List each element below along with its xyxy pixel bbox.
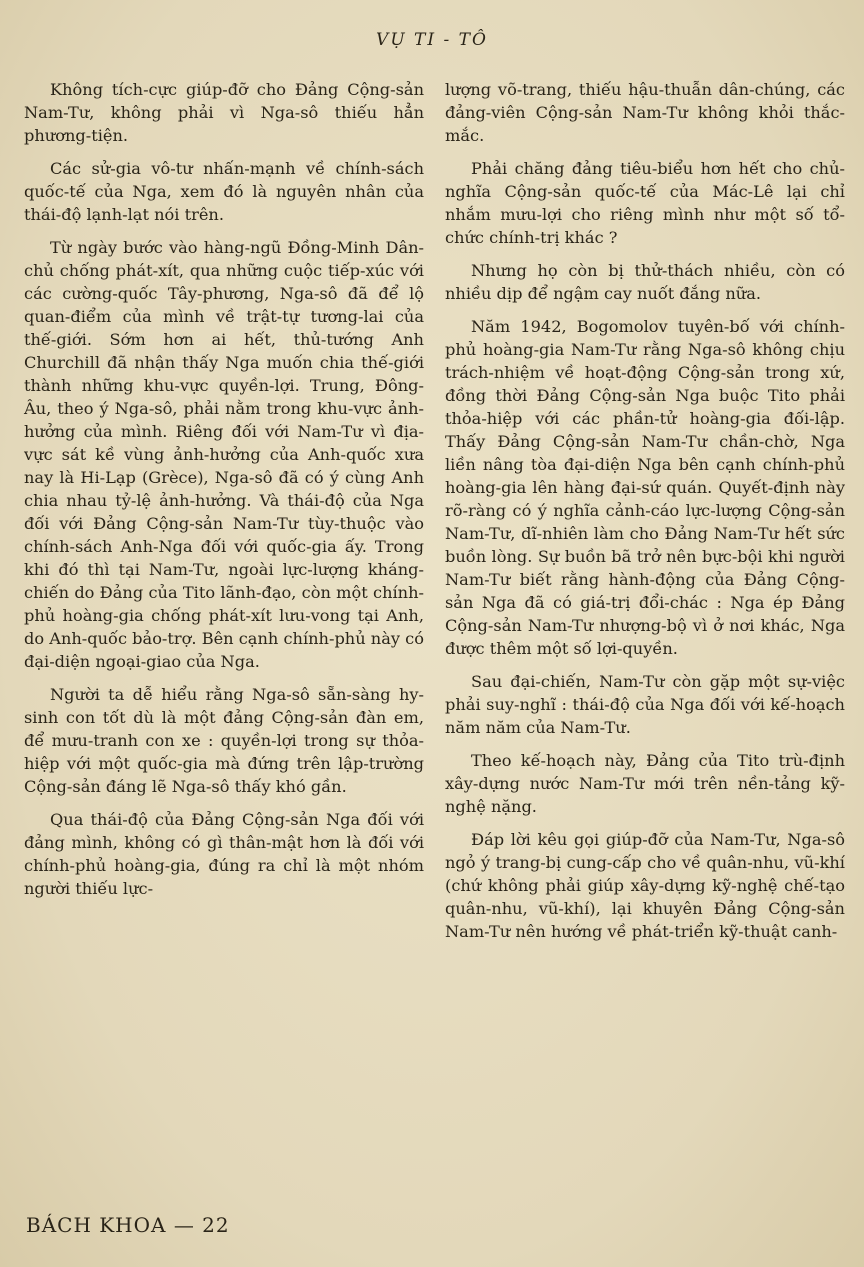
paragraph: Năm 1942, Bogomolov tuyên-bố với chính-phủ hoàng-gia Nam-Tư rằng Nga-sô không chịu trách-nhiệm về hoạt-động Cộng-sản trong xứ, đồng thời Đảng Cộng-sản Nga buộc Tito phải thỏa-hiệp với các phần-tử hoàng-gia đối-lập. Thấy Đảng Cộng-sản Nam-Tư chần-chờ, Nga liền nâng tòa đại-diện Nga bên cạnh chính-phủ hoàng-gia lên hàng đại-sứ quán. Quyết-định này rõ-ràng có ý nghĩa cảnh-cáo lực-lượng Cộng-sản Nam-Tư, dĩ-nhiên làm cho Đảng Nam-Tư hết sức buồn lòng. Sự buồn bã trở nên bực-bội khi người Nam-Tư biết rằng hành-động của Đảng Cộng-sản Nga đã có giá-trị đổi-chác : Nga ép Đảng Cộng-sản Nam-Tư nhượng-bộ vì ở nơi khác, Nga được thêm một số lợi-quyền. bbox=[445, 317, 845, 658]
paragraph: Không tích-cực giúp-đỡ cho Đảng Cộng-sản Nam-Tư, không phải vì Nga-sô thiếu hẳn phương-tiện. bbox=[24, 80, 424, 145]
paragraph: Sau đại-chiến, Nam-Tư còn gặp một sự-việc phải suy-nghĩ : thái-độ của Nga đối với kế-hoạch năm năm của Nam-Tư. bbox=[445, 672, 845, 737]
paragraph: Các sử-gia vô-tư nhấn-mạnh về chính-sách quốc-tế của Nga, xem đó là nguyên nhân của thái-độ lạnh-lạt nói trên. bbox=[24, 159, 424, 224]
paragraph: Đáp lời kêu gọi giúp-đỡ của Nam-Tư, Nga-sô ngỏ ý trang-bị cung-cấp cho về quân-nhu, vũ-khí (chứ không phải giúp xây-dựng kỹ-nghệ chế-tạo quân-nhu, vũ-khí), lại khuyên Đảng Cộng-sản Nam-Tư nên hướng về phát-triển kỹ-thuật canh- bbox=[445, 830, 845, 941]
paragraph: Theo kế-hoạch này, Đảng của Tito trù-định xây-dựng nước Nam-Tư mới trên nền-tảng kỹ-nghệ nặng. bbox=[445, 751, 845, 816]
paragraph: Từ ngày bước vào hàng-ngũ Đồng-Minh Dân-chủ chống phát-xít, qua những cuộc tiếp-xúc với các cường-quốc Tây-phương, Nga-sô đã để lộ quan-điểm của mình về trật-tự tương-lai của thế-giới. Sớm hơn ai hết, thủ-tướng Anh Churchill đã nhận thấy Nga muốn chia thế-giới thành những khu-vực quyền-lợi. Trung, Đông-Âu, theo ý Nga-sô, phải nằm trong khu-vực ảnh-hưởng của mình. Riêng đối với Nam-Tư vì địa-vực sát kề vùng ảnh-hưởng của Anh-quốc xưa nay là Hi-Lạp (Grèce), Nga-sô đã có ý cùng Anh chia nhau tỷ-lệ ảnh-hưởng. Và thái-độ của Nga đối với Đảng Cộng-sản Nam-Tư tùy-thuộc vào chính-sách Anh-Nga đối với quốc-gia ấy. Trong khi đó thì tại Nam-Tư, ngoài lực-lượng kháng-chiến do Đảng của Tito lãnh-đạo, còn một chính-phủ hoàng-gia chống phát-xít lưu-vong tại Anh, do Anh-quốc bảo-trợ. Bên cạnh chính-phủ này có đại-diện ngoại-giao của Nga. bbox=[24, 238, 424, 671]
paragraph: Qua thái-độ của Đảng Cộng-sản Nga đối với đảng mình, không có gì thân-mật hơn là đối với chính-phủ hoàng-gia, đúng ra chỉ là một nhóm người thiếu lực- bbox=[24, 810, 424, 898]
page-footer: BÁCH KHOA — 22 bbox=[26, 1213, 230, 1237]
running-header: VỤ TI - TÔ bbox=[376, 30, 488, 50]
paragraph: Người ta dễ hiểu rằng Nga-sô sẵn-sàng hy-sinh con tốt dù là một đảng Cộng-sản đàn em, để mưu-tranh con xe : quyền-lợi trong sự thỏa-hiệp với một quốc-gia mà đứng trên lập-trường Cộng-sản đáng lẽ Nga-sô thấy khó gần. bbox=[24, 685, 424, 796]
left-column bbox=[24, 78, 424, 910]
right-column bbox=[445, 78, 845, 953]
paragraph: Phải chăng đảng tiêu-biểu hơn hết cho chủ-nghĩa Cộng-sản quốc-tế của Mác-Lê lại chỉ nhắm mưu-lợi cho riêng mình như một số tổ-chức chính-trị khác ? bbox=[445, 159, 845, 247]
paragraph: Nhưng họ còn bị thử-thách nhiều, còn có nhiều dịp để ngậm cay nuốt đắng nữa. bbox=[445, 261, 845, 303]
paragraph-continuation: lượng võ-trang, thiếu hậu-thuẫn dân-chúng, các đảng-viên Cộng-sản Nam-Tư không khỏi thắc-mắc. bbox=[445, 80, 845, 145]
